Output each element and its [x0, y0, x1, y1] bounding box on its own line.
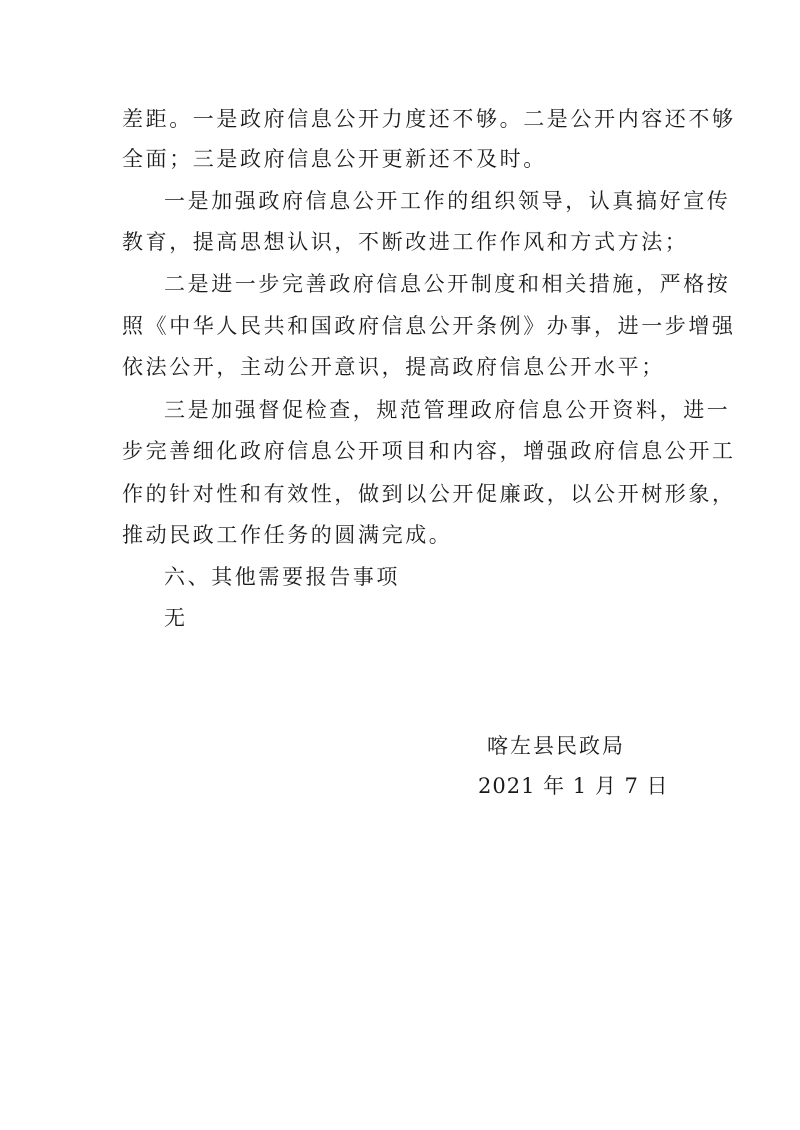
measure-three-line-2: 步完善细化政府信息公开项目和内容，增强政府信息公开工 — [122, 439, 736, 463]
paragraph-line-1: 差距。一是政府信息公开力度还不够。二是公开内容还不够 — [122, 107, 736, 131]
measure-two-line-1: 二是进一步完善政府信息公开制度和相关措施，严格按 — [164, 272, 731, 296]
paragraph-line-2: 全面；三是政府信息公开更新还不及时。 — [122, 147, 547, 171]
signature-organization: 喀左县民政局 — [487, 734, 625, 758]
measure-three-line-3: 作的针对性和有效性，做到以公开促廉政，以公开树形象， — [122, 482, 736, 506]
signature-date: 2021 年 1 月 7 日 — [478, 774, 669, 798]
measure-three-line-1: 三是加强督促检查，规范管理政府信息公开资料，进一 — [164, 398, 731, 422]
measure-two-line-3: 依法公开，主动公开意识，提高政府信息公开水平； — [122, 355, 665, 379]
section-content: 无 — [164, 606, 188, 630]
measure-one-line-1: 一是加强政府信息公开工作的组织领导，认真搞好宣传 — [164, 189, 731, 213]
section-heading: 六、其他需要报告事项 — [164, 565, 400, 589]
measure-two-line-2: 照《中华人民共和国政府信息公开条例》办事，进一步增强 — [122, 314, 736, 338]
measure-three-line-4: 推动民政工作任务的圆满完成。 — [122, 523, 453, 547]
measure-one-line-2: 教育，提高思想认识，不断改进工作作风和方式方法； — [122, 230, 689, 254]
